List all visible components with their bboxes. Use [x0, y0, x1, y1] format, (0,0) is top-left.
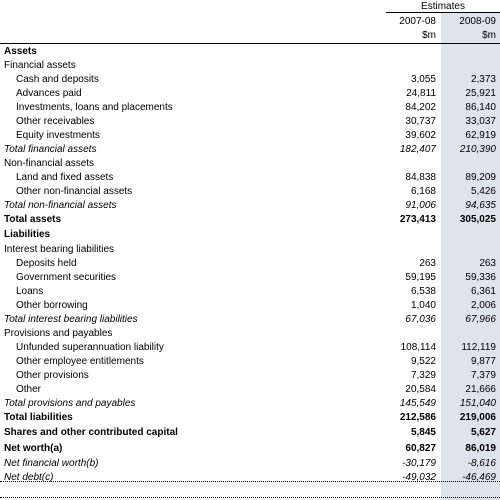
table-row	[0, 257, 500, 271]
value-2007-08: 145,549	[399, 398, 436, 409]
net-worth-divider	[0, 481, 500, 482]
table-row	[0, 87, 500, 101]
table-row	[0, 355, 500, 369]
value-2007-08: -49,032	[402, 472, 436, 483]
value-2007-08: 67,036	[405, 314, 436, 325]
value-2008-09: 9,877	[470, 356, 496, 367]
row-label: Unfunded superannuation liability	[16, 342, 164, 353]
table-row	[0, 369, 500, 383]
value-2008-09: 86,140	[465, 102, 496, 113]
table-row	[0, 313, 500, 327]
value-2008-09: 94,635	[465, 200, 496, 211]
table-row	[0, 243, 500, 257]
row-label: Loans	[16, 286, 44, 297]
column-header-2008-09: 2008-09	[459, 16, 496, 27]
table-row	[0, 129, 500, 143]
row-label: Other receivables	[16, 116, 95, 127]
row-label: Government securities	[16, 272, 117, 283]
row-label: Other borrowing	[16, 300, 88, 311]
table-row	[0, 157, 500, 171]
value-2008-09: -46,469	[462, 472, 496, 483]
value-2008-09: 2,373	[470, 74, 496, 85]
table-row	[0, 397, 500, 411]
value-2008-09: -8,616	[467, 458, 496, 469]
table-row	[0, 101, 500, 115]
table-row	[0, 425, 500, 441]
table-row	[0, 299, 500, 313]
row-label: Financial assets	[4, 60, 76, 71]
table-row	[0, 271, 500, 285]
value-2008-09: 33,037	[465, 116, 496, 127]
value-2008-09: 305,025	[459, 214, 496, 225]
bottom-divider	[0, 497, 500, 498]
table-row	[0, 285, 500, 299]
value-2007-08: 3,055	[410, 74, 436, 85]
row-label: Cash and deposits	[16, 74, 99, 85]
table-body	[0, 45, 500, 485]
value-2007-08: 60,827	[405, 443, 436, 454]
column-unit-2007-08: $m	[422, 30, 436, 41]
value-2007-08: 212,586	[399, 412, 436, 423]
row-label: Deposits held	[16, 258, 77, 269]
row-label: Total assets	[4, 214, 62, 225]
value-2007-08: 182,407	[399, 144, 436, 155]
value-2007-08: 5,845	[410, 427, 436, 438]
value-2007-08: 91,006	[405, 200, 436, 211]
row-label: Liabilities	[4, 229, 51, 240]
value-2008-09: 210,390	[459, 144, 496, 155]
value-2007-08: 24,811	[406, 88, 436, 99]
value-2007-08: 6,168	[410, 186, 436, 197]
value-2008-09: 86,019	[465, 443, 496, 454]
table-row	[0, 383, 500, 397]
row-label: Non-financial assets	[4, 158, 95, 169]
table-row	[0, 441, 500, 457]
value-2007-08: 6,538	[410, 286, 436, 297]
value-2008-09: 112,119	[461, 342, 496, 353]
table-row	[0, 227, 500, 243]
row-label: Total interest bearing liabilities	[4, 314, 138, 325]
value-2008-09: 263	[479, 258, 496, 269]
value-2007-08: 9,522	[410, 356, 436, 367]
value-2007-08: 84,202	[405, 102, 436, 113]
value-2007-08: -30,179	[402, 458, 436, 469]
row-label: Other	[16, 384, 42, 395]
value-2008-09: 25,921	[465, 88, 496, 99]
row-label: Investments, loans and placements	[16, 102, 173, 113]
table-row	[0, 457, 500, 471]
row-label: Net debt(c)	[4, 472, 54, 483]
value-2008-09: 6,361	[470, 286, 496, 297]
table-row	[0, 327, 500, 341]
row-label: Interest bearing liabilities	[4, 244, 115, 255]
table-row	[0, 213, 500, 227]
row-label: Total provisions and payables	[4, 398, 136, 409]
column-unit-2008-09: $m	[482, 30, 496, 41]
value-2007-08: 59,195	[405, 272, 436, 283]
value-2008-09: 219,006	[459, 412, 496, 423]
table-row	[0, 199, 500, 213]
row-label: Net worth(a)	[4, 443, 63, 454]
value-2008-09: 62,919	[465, 130, 496, 141]
table-row	[0, 115, 500, 129]
table-row	[0, 341, 500, 355]
estimates-heading: Estimates	[421, 1, 465, 12]
row-label: Other provisions	[16, 370, 89, 381]
value-2007-08: 30,737	[405, 116, 436, 127]
value-2008-09: 2,006	[470, 300, 496, 311]
value-2007-08: 39,602	[405, 130, 436, 141]
value-2008-09: 21,666	[465, 384, 496, 395]
row-label: Total non-financial assets	[4, 200, 117, 211]
row-label: Advances paid	[16, 88, 82, 99]
table-row	[0, 45, 500, 59]
row-label: Land and fixed assets	[16, 172, 114, 183]
value-2007-08: 263	[419, 258, 436, 269]
value-2008-09: 59,336	[465, 272, 496, 283]
table-row	[0, 171, 500, 185]
value-2008-09: 5,426	[470, 186, 496, 197]
value-2007-08: 1,040	[410, 300, 436, 311]
value-2008-09: 7,379	[470, 370, 496, 381]
value-2007-08: 7,329	[410, 370, 436, 381]
value-2007-08: 108,114	[400, 342, 436, 353]
row-label: Other employee entitlements	[16, 356, 144, 367]
row-label: Assets	[4, 46, 37, 57]
table-row	[0, 411, 500, 425]
value-2007-08: 20,584	[405, 384, 436, 395]
row-label: Total liabilities	[4, 412, 73, 423]
row-label: Total financial assets	[4, 144, 97, 155]
value-2008-09: 67,966	[465, 314, 496, 325]
value-2008-09: 89,209	[465, 172, 496, 183]
row-label: Net financial worth(b)	[4, 458, 99, 469]
table-row	[0, 73, 500, 87]
value-2007-08: 273,413	[399, 214, 436, 225]
header-divider	[0, 43, 500, 44]
row-label: Provisions and payables	[4, 328, 113, 339]
value-2007-08: 84,838	[405, 172, 436, 183]
row-label: Shares and other contributed capital	[4, 427, 178, 438]
table-row	[0, 143, 500, 157]
table-row	[0, 185, 500, 199]
row-label: Other non-financial assets	[16, 186, 133, 197]
table-row	[0, 471, 500, 485]
value-2008-09: 151,040	[459, 398, 496, 409]
value-2008-09: 5,627	[470, 427, 496, 438]
table-row	[0, 59, 500, 73]
row-label: Equity investments	[16, 130, 100, 141]
estimates-divider	[386, 12, 500, 13]
column-header-2007-08: 2007-08	[399, 16, 436, 27]
